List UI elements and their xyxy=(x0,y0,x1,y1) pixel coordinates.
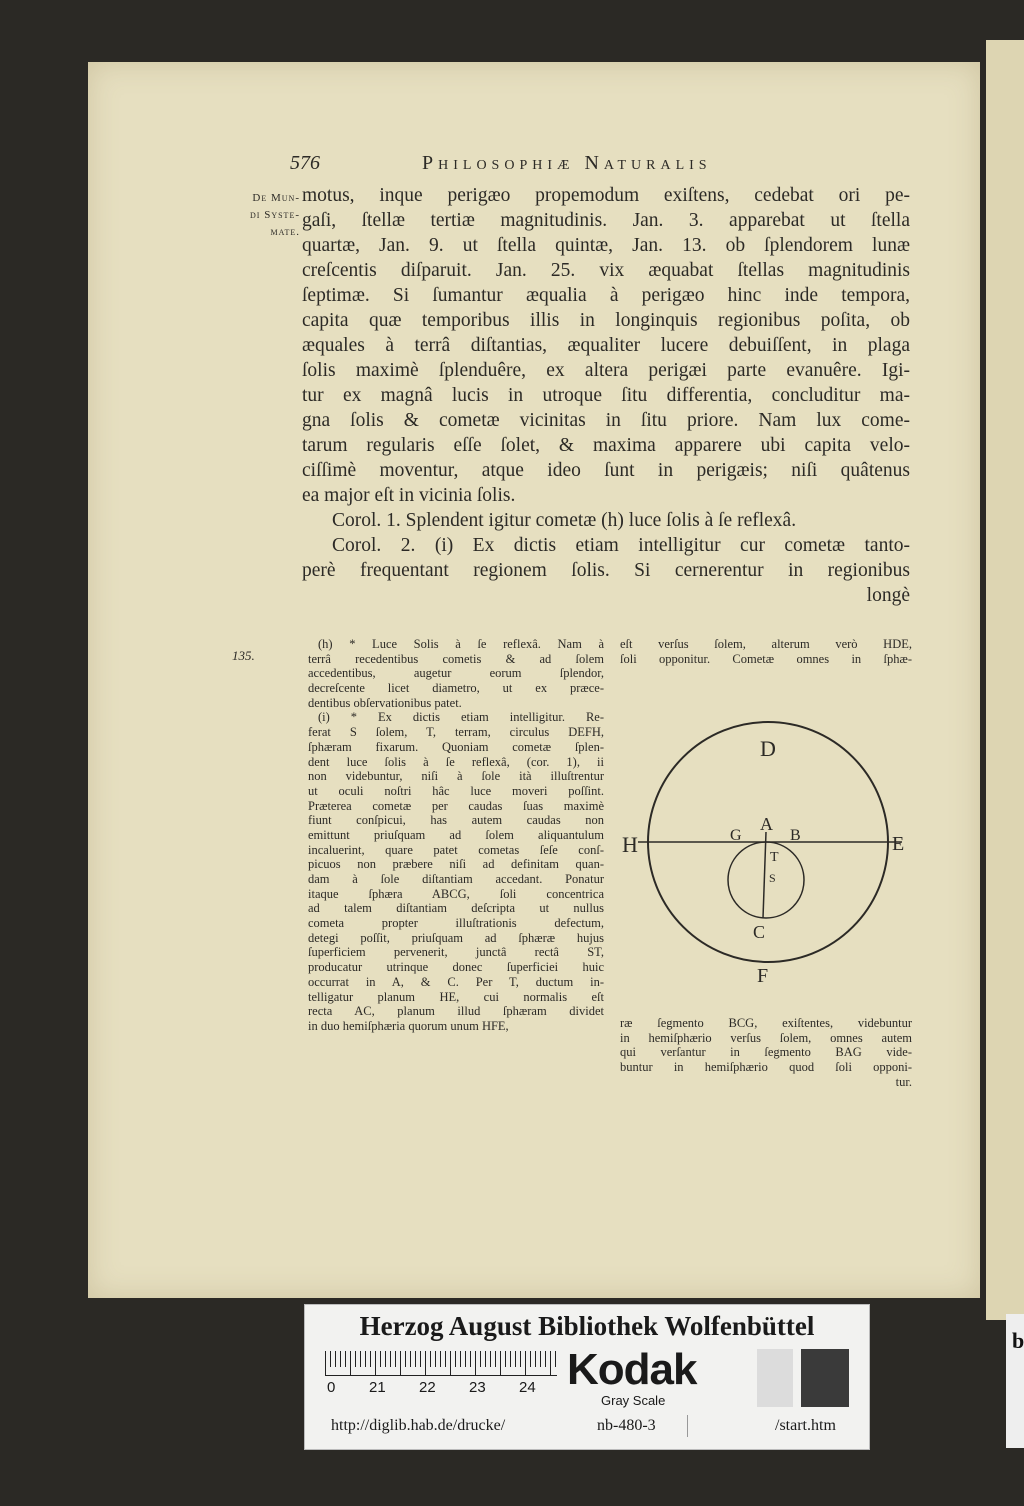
ruler-tick xyxy=(460,1351,461,1367)
page-number: 576 xyxy=(290,152,320,174)
footnote-line: fiunt conſpicui, has autem caudas non xyxy=(308,813,604,828)
ruler-tick xyxy=(380,1351,381,1367)
ruler-tick xyxy=(480,1351,481,1367)
text-line: gna ſolis & cometæ vicinitas in ſitu priore. Nam lux come- xyxy=(302,410,910,431)
ruler-tick xyxy=(505,1351,506,1367)
footnote-line: dentibus obſervationibus patet. xyxy=(308,695,462,710)
ruler-tick xyxy=(335,1351,336,1367)
footnote-line: incaluerint, quare patet cometas ſeſe conſ- xyxy=(308,842,604,857)
gray-swatch-dark xyxy=(801,1349,849,1407)
ruler-tick xyxy=(390,1351,391,1367)
label-f: F xyxy=(757,965,769,987)
footnote-line: cometa propter illuſtrationis defectum, xyxy=(308,916,604,931)
text-line: ciſſimè moventur, atque ideo ſunt in perigæis; niſi quâtenus xyxy=(302,460,910,481)
footnote-line: ræ ſegmento BCG, exiſtentes, videbuntur xyxy=(620,1016,912,1030)
ruler-tick xyxy=(330,1351,331,1367)
footnote-number: 135. xyxy=(232,648,255,663)
text-line: perè frequentant regionem ſolis. Si cernerentur in regionibus xyxy=(302,560,910,581)
footnotes-left-column xyxy=(308,637,604,1034)
ruler-tick xyxy=(555,1351,556,1367)
line-ac xyxy=(763,832,766,918)
ruler-tick xyxy=(350,1351,351,1375)
ruler-tick xyxy=(375,1351,376,1375)
ruler-tick xyxy=(430,1351,431,1367)
scale-numbers xyxy=(319,1379,559,1401)
adjacent-page-edge xyxy=(986,40,1024,1320)
celestial-sphere-diagram xyxy=(620,720,920,1000)
footnote-line: producatur utrinque donec ſuperficiei huic xyxy=(308,960,604,975)
text-line: tarum regularis eſſe ſolet, & maxima apparere ubi capita velo- xyxy=(302,435,910,456)
ruler-tick xyxy=(490,1351,491,1367)
footnote-line: eſt verſus ſolem, alterum verò HDE, xyxy=(620,637,912,651)
footnote-line: buntur in hemiſphærio quod ſoli opponi- xyxy=(620,1060,912,1075)
ruler-tick xyxy=(325,1351,326,1375)
page-header xyxy=(290,152,830,180)
ruler-tick xyxy=(415,1351,416,1367)
label-c: C xyxy=(753,922,766,942)
footnote-line: accedentibus, augetur eorum ſplendor, xyxy=(308,666,604,681)
footnote-line: ferat S ſolem, T, terram, circulus DEFH, xyxy=(308,725,604,740)
footnote-line: telligatur planum HE, cui normalis eſt xyxy=(308,989,604,1004)
footnote-line: Præterea cometæ per caudas ſuas maximè xyxy=(308,798,604,813)
footnote-line: picuos non præbere niſi ad definitam quan- xyxy=(308,857,604,872)
ruler-tick xyxy=(465,1351,466,1367)
card-url-left: http://diglib.hab.de/drucke/ xyxy=(331,1417,506,1434)
ruler-tick xyxy=(440,1351,441,1367)
footnote-line: ſphæram fixarum. Quoniam cometæ ſplen- xyxy=(308,739,604,754)
footnote-line: (i) * Ex dictis etiam intelligitur. Re- xyxy=(318,710,604,725)
card-identifier: nb-480-3 xyxy=(597,1417,656,1434)
label-d: D xyxy=(760,736,776,761)
ruler-tick xyxy=(360,1351,361,1367)
ruler-tick xyxy=(355,1351,356,1367)
ruler-tick xyxy=(550,1351,551,1375)
ruler-tick xyxy=(435,1351,436,1367)
footnote-line: ut oculi noſtri hâc luce moveri poſſint. xyxy=(308,783,604,798)
label-e: E xyxy=(892,833,905,855)
ruler-tick xyxy=(385,1351,386,1367)
footnote-line: detegi poſſit, priuſquam ad ſphæræ hujus xyxy=(308,930,604,945)
footnote-line: decreſcente licet diametro, ut ex præce- xyxy=(308,681,604,696)
footnote-line: tur. xyxy=(895,1074,912,1089)
ruler-tick xyxy=(410,1351,411,1367)
text-line: æquales à terrâ diſtantias, æqualiter lucere debuiſſent, in plaga xyxy=(302,335,910,356)
color-calibration-card xyxy=(304,1304,870,1450)
footnote-line: terrâ recedentibus cometis & ad ſolem xyxy=(308,651,604,666)
scale-number: 0 xyxy=(327,1379,336,1396)
scale-number: 22 xyxy=(419,1379,436,1396)
ruler-tick xyxy=(510,1351,511,1367)
card-separator xyxy=(687,1415,688,1437)
footnotes-right-column-top xyxy=(620,637,912,666)
text-line: gaſi, ſtellæ tertiæ magnitudinis. Jan. 3. apparebat ut ſtella xyxy=(302,210,910,231)
label-s: S xyxy=(769,871,776,885)
text-line: tur ex magnâ lucis in utroque ſitu differentia, concluditur ma- xyxy=(302,385,910,406)
footnote-line: in hemiſphærio verſus ſolem, omnes autem xyxy=(620,1030,912,1045)
text-line: ſolis maximè ſplenduêre, ex altera perigæi parte evanuêre. Igi- xyxy=(302,360,910,381)
running-title: Philosophiæ Naturalis xyxy=(422,152,712,174)
scale-number: 21 xyxy=(369,1379,386,1396)
adjacent-card-letter: b xyxy=(1012,1328,1024,1353)
ruler-tick xyxy=(470,1351,471,1367)
text-line: quartæ, Jan. 9. ut ſtella quintæ, Jan. 13. ob ſplendorem lunæ xyxy=(302,235,910,256)
card-url-right: /start.htm xyxy=(775,1417,836,1434)
footnote-line: emittunt priuſquam ad ſolem aliquantulum xyxy=(308,827,604,842)
main-text xyxy=(302,183,910,608)
gray-swatch-light xyxy=(757,1349,793,1407)
ruler-tick xyxy=(525,1351,526,1375)
footnote-line: ſoli opponitur. Cometæ omnes in ſphæ- xyxy=(620,651,912,666)
ruler-tick xyxy=(475,1351,476,1375)
footnote-line: occurrat in A, & C. Per T, ductum in- xyxy=(308,974,604,989)
text-line: ea major eſt in vicinia ſolis. xyxy=(302,485,516,506)
label-a: A xyxy=(760,814,773,834)
text-line: capita quæ temporibus illis in longinquis regionibus poſita, ob xyxy=(302,310,910,331)
ruler-tick xyxy=(345,1351,346,1367)
corollary-1: Corol. 1. Splendent igitur cometæ (h) luce ſolis à ſe reflexâ. xyxy=(332,510,797,531)
ruler-tick xyxy=(420,1351,421,1367)
scale-number: 23 xyxy=(469,1379,486,1396)
margin-note-line: De Mun- xyxy=(252,192,300,204)
ruler-tick xyxy=(545,1351,546,1367)
ruler-tick xyxy=(395,1351,396,1367)
label-t: T xyxy=(770,850,779,865)
footnote-line: in duo hemiſphæria quorum unum HFE, xyxy=(308,1018,509,1033)
footnote-line: dent luce ſolis à ſe reflexâ, (cor. 1), ii xyxy=(308,754,604,769)
ruler-tick xyxy=(530,1351,531,1367)
scale-number: 24 xyxy=(519,1379,536,1396)
ruler-tick xyxy=(445,1351,446,1367)
ruler-tick xyxy=(450,1351,451,1375)
footnote-line: ad talem diſtantiam deſcripta ut nullus xyxy=(308,901,604,916)
margin-note-line: mate. xyxy=(270,226,300,238)
margin-note xyxy=(230,190,300,241)
scale-ruler xyxy=(325,1351,557,1377)
gray-scale-label: Gray Scale xyxy=(601,1393,666,1408)
ruler-tick xyxy=(405,1351,406,1367)
library-name: Herzog August Bibliothek Wolfenbüttel xyxy=(359,1311,815,1341)
ruler-tick xyxy=(500,1351,501,1375)
footnote-line: (h) * Luce Solis à ſe reflexâ. Nam à xyxy=(318,637,604,651)
kodak-logo: Kodak xyxy=(567,1345,697,1394)
footnote-line: ſuperficiem pervenerit, junctâ rectâ ST, xyxy=(308,945,604,960)
ruler-tick xyxy=(485,1351,486,1367)
ruler-tick xyxy=(370,1351,371,1367)
ruler-tick xyxy=(535,1351,536,1367)
ruler-tick xyxy=(540,1351,541,1367)
label-h: H xyxy=(622,832,638,857)
catchword: longè xyxy=(866,585,910,606)
label-b: B xyxy=(790,827,801,844)
footnote-line: dam à ſole diſtantiam accedant. Ponatur xyxy=(308,872,604,886)
corollary-2: Corol. 2. (i) Ex dictis etiam intelligitur cur cometæ tanto- xyxy=(332,535,910,556)
footnotes-right-column-bottom xyxy=(620,1016,912,1089)
margin-note-line: di Syste- xyxy=(250,209,300,221)
ruler-tick xyxy=(340,1351,341,1367)
footnote-line: recta AC, planum illud ſphæram dividet xyxy=(308,1004,604,1019)
footnote-line: itaque ſphæra ABCG, ſoli concentrica xyxy=(308,886,604,901)
ruler-tick xyxy=(425,1351,426,1375)
ruler-tick xyxy=(455,1351,456,1367)
footnote-line: non videbuntur, niſi à ſole ità illuſtrentur xyxy=(308,769,604,784)
text-line: ſeptimæ. Si ſumantur æqualia à perigæo hinc inde tempora, xyxy=(302,285,910,306)
ruler-tick xyxy=(365,1351,366,1367)
footnote-line: qui verſantur in ſegmento BAG vide- xyxy=(620,1045,912,1060)
text-line: creſcentis diſparuit. Jan. 25. vix æquabat ſtellas magnitudinis xyxy=(302,260,910,281)
ruler-tick xyxy=(520,1351,521,1367)
text-line: motus, inque perigæo propemodum exiſtens, cedebat ori pe- xyxy=(302,185,910,206)
label-g: G xyxy=(730,827,742,844)
ruler-tick xyxy=(495,1351,496,1367)
ruler-tick xyxy=(400,1351,401,1375)
ruler-tick xyxy=(515,1351,516,1367)
